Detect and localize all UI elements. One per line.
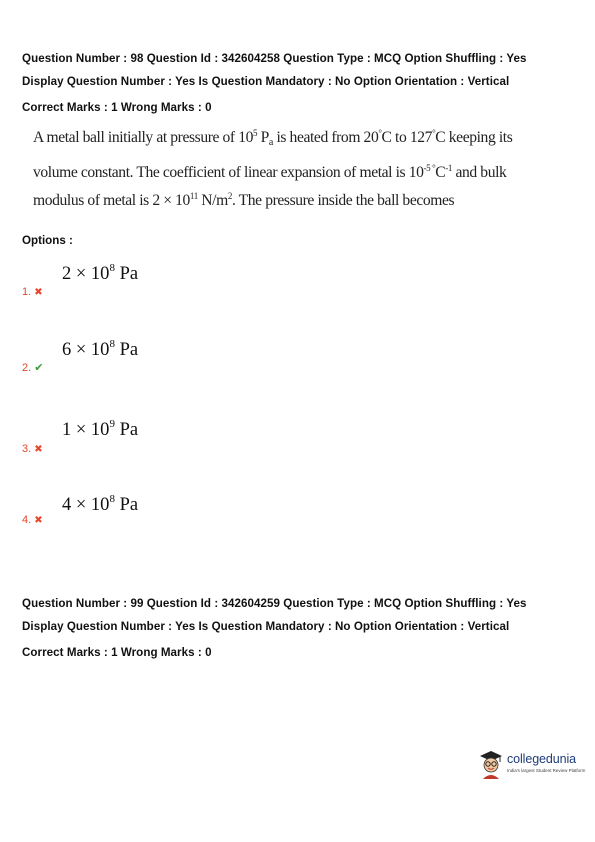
question-text-line3: modulus of metal is $2 \times 10^{11}$ $N/m^2$. The pressure inside the ball becomes (33, 191, 455, 209)
option-1-number: 1. ✖ (22, 286, 43, 298)
question-98-meta-line2: Display Question Number : Yes Is Question Mandatory : No Option Orientation : Vertical (22, 75, 510, 88)
cross-icon: ✖ (34, 515, 43, 526)
question-99-meta-line2: Display Question Number : Yes Is Question Mandatory : No Option Orientation : Vertical (22, 620, 510, 633)
question-98-marks: Correct Marks : 1 Wrong Marks : 0 (22, 101, 212, 114)
option-2-value[interactable]: $6 \times 10^8$ Pa (62, 338, 139, 360)
question-98-meta-line1: Question Number : 98 Question Id : 342604258 Question Type : MCQ Option Shuffling : Yes (22, 52, 527, 65)
option-3-number: 3. ✖ (22, 443, 43, 455)
cross-icon: ✖ (34, 444, 43, 455)
option-3-value[interactable]: $1 \times 10^9$ Pa (62, 418, 139, 440)
options-label: Options : (22, 234, 73, 247)
cross-icon: ✖ (34, 287, 43, 298)
option-4-number: 4. ✖ (22, 514, 43, 526)
option-1-value[interactable]: $2 \times 10^8$ Pa (62, 262, 139, 284)
logo-name: collegedunia (507, 752, 576, 766)
option-2-number: 2. ✔ (22, 362, 44, 374)
question-text-line2: volume constant. The coefficient of linear expansion of metal is $10^{-5 ^\circ}C^{-1}$ and bulk (33, 163, 507, 181)
check-icon: ✔ (34, 362, 44, 374)
question-99-meta-line1: Question Number : 99 Question Id : 342604259 Question Type : MCQ Option Shuffling : Yes (22, 597, 527, 610)
option-4-value[interactable]: $4 \times 10^8$ Pa (62, 493, 139, 515)
collegedunia-logo (476, 748, 586, 784)
question-99-marks: Correct Marks : 1 Wrong Marks : 0 (22, 646, 212, 659)
graduate-avatar-icon (478, 750, 504, 780)
question-text-line1: A metal ball initially at pressure of $10^5$ $P_a$ is heated from 20°C to 127°C keeping its (33, 128, 513, 148)
logo-tagline: India's largest Student Review Platform (507, 768, 586, 773)
